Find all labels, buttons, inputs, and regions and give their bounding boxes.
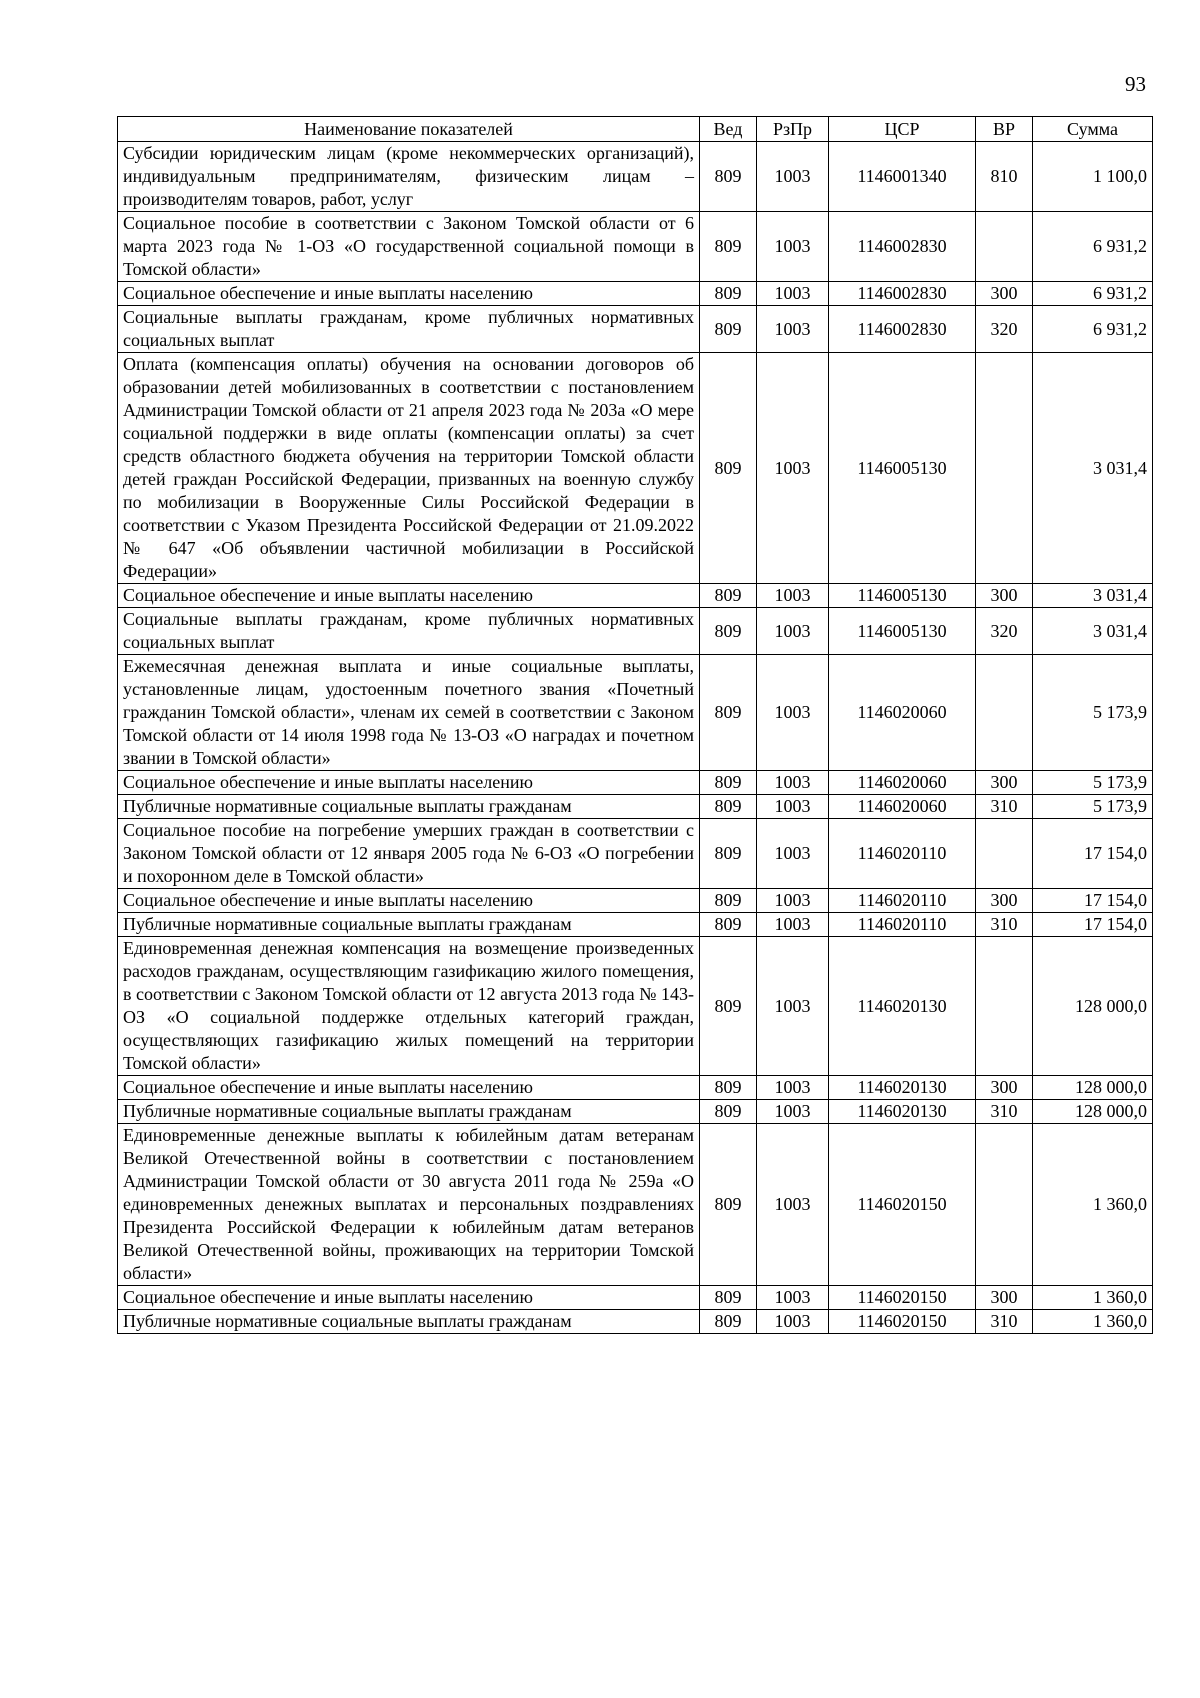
row-csr-cell: 1146002830 <box>829 306 976 353</box>
row-vr-cell: 300 <box>976 771 1033 795</box>
row-rzpr-cell: 1003 <box>757 1286 829 1310</box>
table-row <box>118 1124 1153 1286</box>
row-rzpr-cell: 1003 <box>757 1310 829 1334</box>
row-name-cell: Социальные выплаты гражданам, кроме публичных нормативных социальных выплат <box>118 306 700 353</box>
row-rzpr-cell: 1003 <box>757 819 829 889</box>
row-rzpr-cell: 1003 <box>757 306 829 353</box>
row-rzpr-cell: 1003 <box>757 795 829 819</box>
row-name-cell: Социальное обеспечение и иные выплаты населению <box>118 584 700 608</box>
row-csr-cell: 1146020150 <box>829 1310 976 1334</box>
row-sum-cell: 1 360,0 <box>1033 1124 1153 1286</box>
row-ved-cell: 809 <box>700 306 757 353</box>
row-ved-cell: 809 <box>700 1124 757 1286</box>
table-body <box>118 142 1153 1334</box>
table-row <box>118 771 1153 795</box>
row-ved-cell: 809 <box>700 655 757 771</box>
table-row <box>118 795 1153 819</box>
row-ved-cell: 809 <box>700 282 757 306</box>
row-rzpr-cell: 1003 <box>757 889 829 913</box>
table-row <box>118 889 1153 913</box>
row-sum-cell: 17 154,0 <box>1033 889 1153 913</box>
row-rzpr-cell: 1003 <box>757 655 829 771</box>
row-sum-cell: 17 154,0 <box>1033 913 1153 937</box>
row-sum-cell: 5 173,9 <box>1033 795 1153 819</box>
row-rzpr-cell: 1003 <box>757 142 829 212</box>
row-sum-cell: 6 931,2 <box>1033 306 1153 353</box>
row-sum-cell: 3 031,4 <box>1033 608 1153 655</box>
table-row <box>118 913 1153 937</box>
table-row <box>118 306 1153 353</box>
row-ved-cell: 809 <box>700 1100 757 1124</box>
row-name-cell: Социальное обеспечение и иные выплаты населению <box>118 771 700 795</box>
row-csr-cell: 1146020060 <box>829 795 976 819</box>
row-csr-cell: 1146005130 <box>829 353 976 584</box>
row-ved-cell: 809 <box>700 771 757 795</box>
row-sum-cell: 1 360,0 <box>1033 1310 1153 1334</box>
row-ved-cell: 809 <box>700 1286 757 1310</box>
row-sum-cell: 5 173,9 <box>1033 771 1153 795</box>
header-ved: Вед <box>700 117 757 142</box>
row-vr-cell: 810 <box>976 142 1033 212</box>
row-csr-cell: 1146020060 <box>829 771 976 795</box>
row-ved-cell: 809 <box>700 584 757 608</box>
table-row <box>118 608 1153 655</box>
row-ved-cell: 809 <box>700 1310 757 1334</box>
row-csr-cell: 1146020110 <box>829 819 976 889</box>
row-ved-cell: 809 <box>700 142 757 212</box>
row-ved-cell: 809 <box>700 353 757 584</box>
row-sum-cell: 17 154,0 <box>1033 819 1153 889</box>
table-row <box>118 142 1153 212</box>
row-name-cell: Социальное обеспечение и иные выплаты населению <box>118 1076 700 1100</box>
row-csr-cell: 1146020130 <box>829 1076 976 1100</box>
row-rzpr-cell: 1003 <box>757 212 829 282</box>
row-csr-cell: 1146002830 <box>829 212 976 282</box>
row-name-cell: Единовременная денежная компенсация на возмещение произведенных расходов гражданам, осуществляющим газификацию жилого помещения, в соответствии с Законом Томской области от 12 августа 2013 года № 143-ОЗ «О социальной поддержке отдельных категорий граждан, осуществляющих газификацию жилых помещений на территории Томской области» <box>118 937 700 1076</box>
row-csr-cell: 1146020150 <box>829 1124 976 1286</box>
budget-table <box>117 116 1153 1334</box>
row-ved-cell: 809 <box>700 795 757 819</box>
row-csr-cell: 1146005130 <box>829 608 976 655</box>
row-vr-cell <box>976 212 1033 282</box>
row-name-cell: Публичные нормативные социальные выплаты гражданам <box>118 913 700 937</box>
row-name-cell: Публичные нормативные социальные выплаты гражданам <box>118 795 700 819</box>
row-sum-cell: 128 000,0 <box>1033 1076 1153 1100</box>
row-csr-cell: 1146005130 <box>829 584 976 608</box>
table-row <box>118 1286 1153 1310</box>
table-row <box>118 1100 1153 1124</box>
table-row <box>118 212 1153 282</box>
table-row <box>118 937 1153 1076</box>
row-csr-cell: 1146020110 <box>829 889 976 913</box>
row-csr-cell: 1146020130 <box>829 1100 976 1124</box>
row-rzpr-cell: 1003 <box>757 913 829 937</box>
table-row <box>118 353 1153 584</box>
row-sum-cell: 1 360,0 <box>1033 1286 1153 1310</box>
row-sum-cell: 1 100,0 <box>1033 142 1153 212</box>
row-vr-cell: 310 <box>976 1100 1033 1124</box>
row-rzpr-cell: 1003 <box>757 1124 829 1286</box>
row-sum-cell: 5 173,9 <box>1033 655 1153 771</box>
row-vr-cell <box>976 353 1033 584</box>
row-name-cell: Субсидии юридическим лицам (кроме некоммерческих организаций), индивидуальным предпринимателям, физическим лицам – производителям товаров, работ, услуг <box>118 142 700 212</box>
row-ved-cell: 809 <box>700 937 757 1076</box>
row-csr-cell: 1146020060 <box>829 655 976 771</box>
row-vr-cell: 310 <box>976 795 1033 819</box>
row-vr-cell: 300 <box>976 282 1033 306</box>
row-vr-cell: 310 <box>976 1310 1033 1334</box>
header-vr: ВР <box>976 117 1033 142</box>
row-rzpr-cell: 1003 <box>757 1100 829 1124</box>
row-rzpr-cell: 1003 <box>757 937 829 1076</box>
row-name-cell: Социальное обеспечение и иные выплаты населению <box>118 1286 700 1310</box>
header-sum: Сумма <box>1033 117 1153 142</box>
row-rzpr-cell: 1003 <box>757 282 829 306</box>
row-ved-cell: 809 <box>700 913 757 937</box>
row-name-cell: Оплата (компенсация оплаты) обучения на основании договоров об образовании детей мобилизованных в соответствии с постановлением Администрации Томской области от 21 апреля 2023 года № 203а «О мере социальной поддержки в виде оплаты (компенсации оплаты) за счет средств областного бюджета обучения на территории Томской области детей граждан Российской Федерации, призванных на военную службу по мобилизации в Вооруженные Силы Российской Федерации в соответствии с Указом Президента Российской Федерации от 21.09.2022 № 647 «Об объявлении частичной мобилизации в Российской Федерации» <box>118 353 700 584</box>
row-name-cell: Социальное пособие на погребение умерших граждан в соответствии с Законом Томской области от 12 января 2005 года № 6-ОЗ «О погребении и похоронном деле в Томской области» <box>118 819 700 889</box>
row-sum-cell: 128 000,0 <box>1033 937 1153 1076</box>
row-sum-cell: 6 931,2 <box>1033 212 1153 282</box>
row-sum-cell: 3 031,4 <box>1033 584 1153 608</box>
table-row <box>118 584 1153 608</box>
row-ved-cell: 809 <box>700 819 757 889</box>
row-sum-cell: 3 031,4 <box>1033 353 1153 584</box>
table-row <box>118 282 1153 306</box>
row-name-cell: Публичные нормативные социальные выплаты гражданам <box>118 1100 700 1124</box>
header-csr: ЦСР <box>829 117 976 142</box>
table-row <box>118 1076 1153 1100</box>
row-csr-cell: 1146001340 <box>829 142 976 212</box>
row-ved-cell: 809 <box>700 212 757 282</box>
row-name-cell: Социальное обеспечение и иные выплаты населению <box>118 889 700 913</box>
row-vr-cell <box>976 819 1033 889</box>
row-name-cell: Ежемесячная денежная выплата и иные социальные выплаты, установленные лицам, удостоенным почетного звания «Почетный гражданин Томской области», членам их семей в соответствии с Законом Томской области от 14 июля 1998 года № 13-ОЗ «О наградах и почетном звании в Томской области» <box>118 655 700 771</box>
header-name: Наименование показателей <box>118 117 700 142</box>
row-sum-cell: 128 000,0 <box>1033 1100 1153 1124</box>
row-vr-cell <box>976 937 1033 1076</box>
row-vr-cell: 310 <box>976 913 1033 937</box>
table-row <box>118 655 1153 771</box>
row-ved-cell: 809 <box>700 608 757 655</box>
table-header-row <box>118 117 1153 142</box>
row-ved-cell: 809 <box>700 889 757 913</box>
row-vr-cell <box>976 655 1033 771</box>
header-rzpr: РзПр <box>757 117 829 142</box>
row-name-cell: Единовременные денежные выплаты к юбилейным датам ветеранам Великой Отечественной войны в соответствии с постановлением Администрации Томской области от 30 августа 2011 года № 259а «О единовременных денежных выплатах и персональных поздравлениях Президента Российской Федерации к юбилейным датам ветеранов Великой Отечественной войны, проживающих на территории Томской области» <box>118 1124 700 1286</box>
row-vr-cell: 300 <box>976 1286 1033 1310</box>
row-vr-cell: 300 <box>976 1076 1033 1100</box>
row-name-cell: Публичные нормативные социальные выплаты гражданам <box>118 1310 700 1334</box>
row-name-cell: Социальное пособие в соответствии с Законом Томской области от 6 марта 2023 года № 1-ОЗ «О государственной социальной помощи в Томской области» <box>118 212 700 282</box>
row-rzpr-cell: 1003 <box>757 608 829 655</box>
row-vr-cell: 300 <box>976 889 1033 913</box>
table-row <box>118 1310 1153 1334</box>
row-name-cell: Социальное обеспечение и иные выплаты населению <box>118 282 700 306</box>
row-csr-cell: 1146020110 <box>829 913 976 937</box>
row-rzpr-cell: 1003 <box>757 353 829 584</box>
row-sum-cell: 6 931,2 <box>1033 282 1153 306</box>
row-csr-cell: 1146002830 <box>829 282 976 306</box>
row-csr-cell: 1146020150 <box>829 1286 976 1310</box>
row-rzpr-cell: 1003 <box>757 1076 829 1100</box>
row-rzpr-cell: 1003 <box>757 771 829 795</box>
row-rzpr-cell: 1003 <box>757 584 829 608</box>
row-ved-cell: 809 <box>700 1076 757 1100</box>
row-vr-cell <box>976 1124 1033 1286</box>
row-vr-cell: 320 <box>976 608 1033 655</box>
row-csr-cell: 1146020130 <box>829 937 976 1076</box>
page-number: 93 <box>1125 72 1146 96</box>
row-vr-cell: 320 <box>976 306 1033 353</box>
table-row <box>118 819 1153 889</box>
row-name-cell: Социальные выплаты гражданам, кроме публичных нормативных социальных выплат <box>118 608 700 655</box>
row-vr-cell: 300 <box>976 584 1033 608</box>
